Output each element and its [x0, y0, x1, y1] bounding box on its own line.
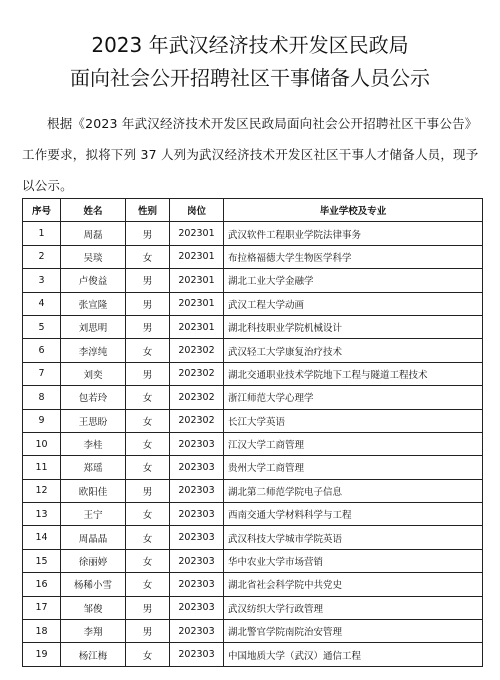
table-header-row	[23, 199, 483, 222]
cell-school-major: 中国地质大学（武汉）通信工程	[224, 643, 483, 666]
cell-position: 202301	[170, 315, 224, 338]
cell-position: 202303	[170, 573, 224, 596]
cell-gender: 女	[126, 549, 170, 572]
cell-gender: 女	[126, 456, 170, 479]
cell-name: 郑瑶	[61, 456, 126, 479]
table-row	[23, 362, 483, 385]
cell-number: 1	[23, 222, 61, 245]
cell-school-major: 武汉工程大学动画	[224, 292, 483, 315]
cell-position: 202301	[170, 222, 224, 245]
cell-school-major: 华中农业大学市场营销	[224, 549, 483, 572]
cell-school-major: 长江大学英语	[224, 409, 483, 432]
table-row	[23, 526, 483, 549]
cell-number: 19	[23, 643, 61, 666]
cell-number: 10	[23, 432, 61, 455]
table-row	[23, 643, 483, 666]
cell-position: 202303	[170, 620, 224, 643]
cell-name: 李淳纯	[61, 339, 126, 362]
table-row	[23, 596, 483, 619]
cell-name: 张宣隆	[61, 292, 126, 315]
cell-number: 4	[23, 292, 61, 315]
table-row	[23, 386, 483, 409]
header-gender: 性别	[126, 199, 170, 222]
cell-school-major: 布拉格福德大学生物医学科学	[224, 245, 483, 268]
cell-position: 202302	[170, 362, 224, 385]
header-school-major: 毕业学校及专业	[224, 199, 483, 222]
cell-name: 刘思明	[61, 315, 126, 338]
cell-name: 王宁	[61, 503, 126, 526]
cell-gender: 男	[126, 596, 170, 619]
cell-position: 202303	[170, 643, 224, 666]
cell-position: 202302	[170, 409, 224, 432]
document-title-line2: 面向社会公开招聘社区干事储备人员公示	[70, 66, 430, 90]
cell-gender: 男	[126, 620, 170, 643]
intro-paragraph: 根据《2023 年武汉经济技术开发区民政局面向社会公开招聘社区干事公告》工作要求，拟将下列 37 人列为武汉经济技术开发区社区干事人才储备人员，现予以公示。	[22, 116, 479, 193]
cell-name: 李桂	[61, 432, 126, 455]
cell-position: 202303	[170, 456, 224, 479]
cell-name: 周晶晶	[61, 526, 126, 549]
cell-number: 14	[23, 526, 61, 549]
cell-name: 邹俊	[61, 596, 126, 619]
cell-name: 卢俊益	[61, 269, 126, 292]
cell-gender: 女	[126, 526, 170, 549]
table-row	[23, 620, 483, 643]
cell-gender: 男	[126, 269, 170, 292]
table-row	[23, 479, 483, 502]
cell-school-major: 湖北科技职业学院机械设计	[224, 315, 483, 338]
cell-name: 杨稀小雪	[61, 573, 126, 596]
candidate-table	[22, 198, 483, 667]
table-row	[23, 432, 483, 455]
cell-number: 5	[23, 315, 61, 338]
cell-position: 202303	[170, 479, 224, 502]
cell-name: 周磊	[61, 222, 126, 245]
header-number: 序号	[23, 199, 61, 222]
table-row	[23, 456, 483, 479]
cell-number: 9	[23, 409, 61, 432]
cell-number: 8	[23, 386, 61, 409]
cell-school-major: 武汉科技大学城市学院英语	[224, 526, 483, 549]
table-row	[23, 269, 483, 292]
cell-position: 202303	[170, 432, 224, 455]
cell-gender: 男	[126, 222, 170, 245]
table-row	[23, 315, 483, 338]
cell-number: 7	[23, 362, 61, 385]
cell-school-major: 武汉轻工大学康复治疗技术	[224, 339, 483, 362]
cell-name: 杨江梅	[61, 643, 126, 666]
table-body	[23, 222, 483, 666]
table-row	[23, 245, 483, 268]
cell-position: 202303	[170, 549, 224, 572]
cell-number: 3	[23, 269, 61, 292]
cell-gender: 女	[126, 339, 170, 362]
cell-name: 徐丽婷	[61, 549, 126, 572]
cell-school-major: 西南交通大学材料科学与工程	[224, 503, 483, 526]
table-row	[23, 339, 483, 362]
cell-gender: 女	[126, 409, 170, 432]
cell-name: 李翔	[61, 620, 126, 643]
cell-position: 202302	[170, 339, 224, 362]
cell-number: 6	[23, 339, 61, 362]
cell-school-major: 武汉软件工程职业学院法律事务	[224, 222, 483, 245]
cell-position: 202303	[170, 503, 224, 526]
cell-gender: 女	[126, 643, 170, 666]
cell-number: 16	[23, 573, 61, 596]
cell-gender: 女	[126, 245, 170, 268]
cell-school-major: 湖北工业大学金融学	[224, 269, 483, 292]
table-row	[23, 222, 483, 245]
cell-position: 202302	[170, 386, 224, 409]
cell-gender: 男	[126, 479, 170, 502]
cell-name: 包若玲	[61, 386, 126, 409]
cell-number: 2	[23, 245, 61, 268]
cell-number: 15	[23, 549, 61, 572]
cell-name: 欧阳佳	[61, 479, 126, 502]
cell-name: 王思盼	[61, 409, 126, 432]
header-position: 岗位	[170, 199, 224, 222]
cell-gender: 男	[126, 292, 170, 315]
cell-gender: 女	[126, 503, 170, 526]
cell-position: 202303	[170, 596, 224, 619]
cell-school-major: 湖北交通职业技术学院地下工程与隧道工程技术	[224, 362, 483, 385]
cell-gender: 女	[126, 573, 170, 596]
cell-number: 18	[23, 620, 61, 643]
cell-number: 17	[23, 596, 61, 619]
cell-position: 202303	[170, 526, 224, 549]
cell-gender: 男	[126, 315, 170, 338]
cell-school-major: 湖北第二师范学院电子信息	[224, 479, 483, 502]
cell-position: 202301	[170, 245, 224, 268]
cell-number: 12	[23, 479, 61, 502]
cell-school-major: 贵州大学工商管理	[224, 456, 483, 479]
document-title-line1: 2023 年武汉经济技术开发区民政局	[91, 33, 409, 57]
cell-position: 202301	[170, 292, 224, 315]
table-row	[23, 573, 483, 596]
cell-gender: 女	[126, 386, 170, 409]
cell-number: 11	[23, 456, 61, 479]
cell-school-major: 江汉大学工商管理	[224, 432, 483, 455]
header-name: 姓名	[61, 199, 126, 222]
cell-school-major: 湖北警官学院南院治安管理	[224, 620, 483, 643]
cell-gender: 男	[126, 362, 170, 385]
cell-school-major: 浙江师范大学心理学	[224, 386, 483, 409]
cell-school-major: 湖北省社会科学院中共党史	[224, 573, 483, 596]
cell-number: 13	[23, 503, 61, 526]
table-row	[23, 549, 483, 572]
table-row	[23, 503, 483, 526]
cell-gender: 女	[126, 432, 170, 455]
cell-name: 吴琰	[61, 245, 126, 268]
cell-name: 刘奕	[61, 362, 126, 385]
cell-position: 202301	[170, 269, 224, 292]
table-row	[23, 409, 483, 432]
cell-school-major: 武汉纺织大学行政管理	[224, 596, 483, 619]
table-row	[23, 292, 483, 315]
